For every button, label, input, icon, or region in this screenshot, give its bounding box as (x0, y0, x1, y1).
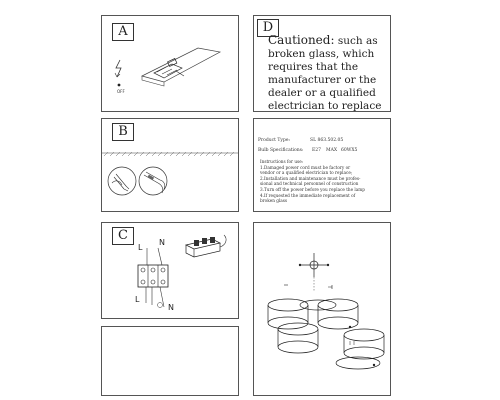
panel-c-letter: C (112, 227, 134, 245)
instructions-title: Instructions for use: (260, 159, 304, 164)
panel-a-letter: A (112, 23, 134, 41)
caution-heading: Cautioned: (268, 33, 335, 47)
instruction-line: 4.If requested the immediate replacement of (260, 192, 356, 198)
product-type-value: SL 863.502.05 (310, 138, 344, 143)
instruction-line: 3.Turn off the power before you replace the lamp (260, 186, 365, 192)
off-label: OFF (117, 89, 125, 94)
instruction-line: 2.Installation and maintenance must be profes- (260, 175, 361, 181)
lamp-assembly-illustration (254, 223, 390, 395)
panel-b-letter: B (112, 123, 134, 141)
panel-lamp-assembly (253, 222, 391, 396)
panel-d (253, 15, 391, 112)
bulb-spec-value-2: MAX (326, 148, 338, 153)
instruction-line: sional and technical personnel of construction (260, 181, 359, 187)
ceiling-mounting-illustration (102, 119, 238, 211)
switch-off-illustration (102, 16, 238, 111)
wire-label-n-bottom: N (168, 303, 174, 312)
instruction-line: 1.Damaged power cord must be factory or (260, 164, 351, 170)
panel-b (101, 118, 239, 212)
panel-d-letter: D (257, 19, 279, 37)
panel-a (101, 15, 239, 112)
instruction-line: vendor or a qualified electrician to replace; (260, 170, 353, 176)
bulb-spec-value-3: 60WX5 (341, 148, 358, 153)
product-type-label: Product Type: (258, 138, 291, 143)
panel-c (101, 222, 239, 319)
wire-label-l-bottom: L (135, 295, 140, 304)
instruction-line: broken glass (260, 198, 288, 204)
panel-specifications (253, 118, 391, 212)
instructions-block (260, 159, 390, 204)
wire-label-n-top: N (159, 238, 165, 247)
bulb-spec-label: Bulb Specifications: (258, 148, 304, 153)
panel-empty (101, 326, 239, 396)
bulb-spec-value-1: E27 (312, 148, 322, 153)
wire-label-l-top: L (138, 243, 143, 252)
caution-text: Cautioned: such as broken glass, which requires that the manufacturer or the dealer or a qualified electrician to replace (268, 33, 382, 112)
